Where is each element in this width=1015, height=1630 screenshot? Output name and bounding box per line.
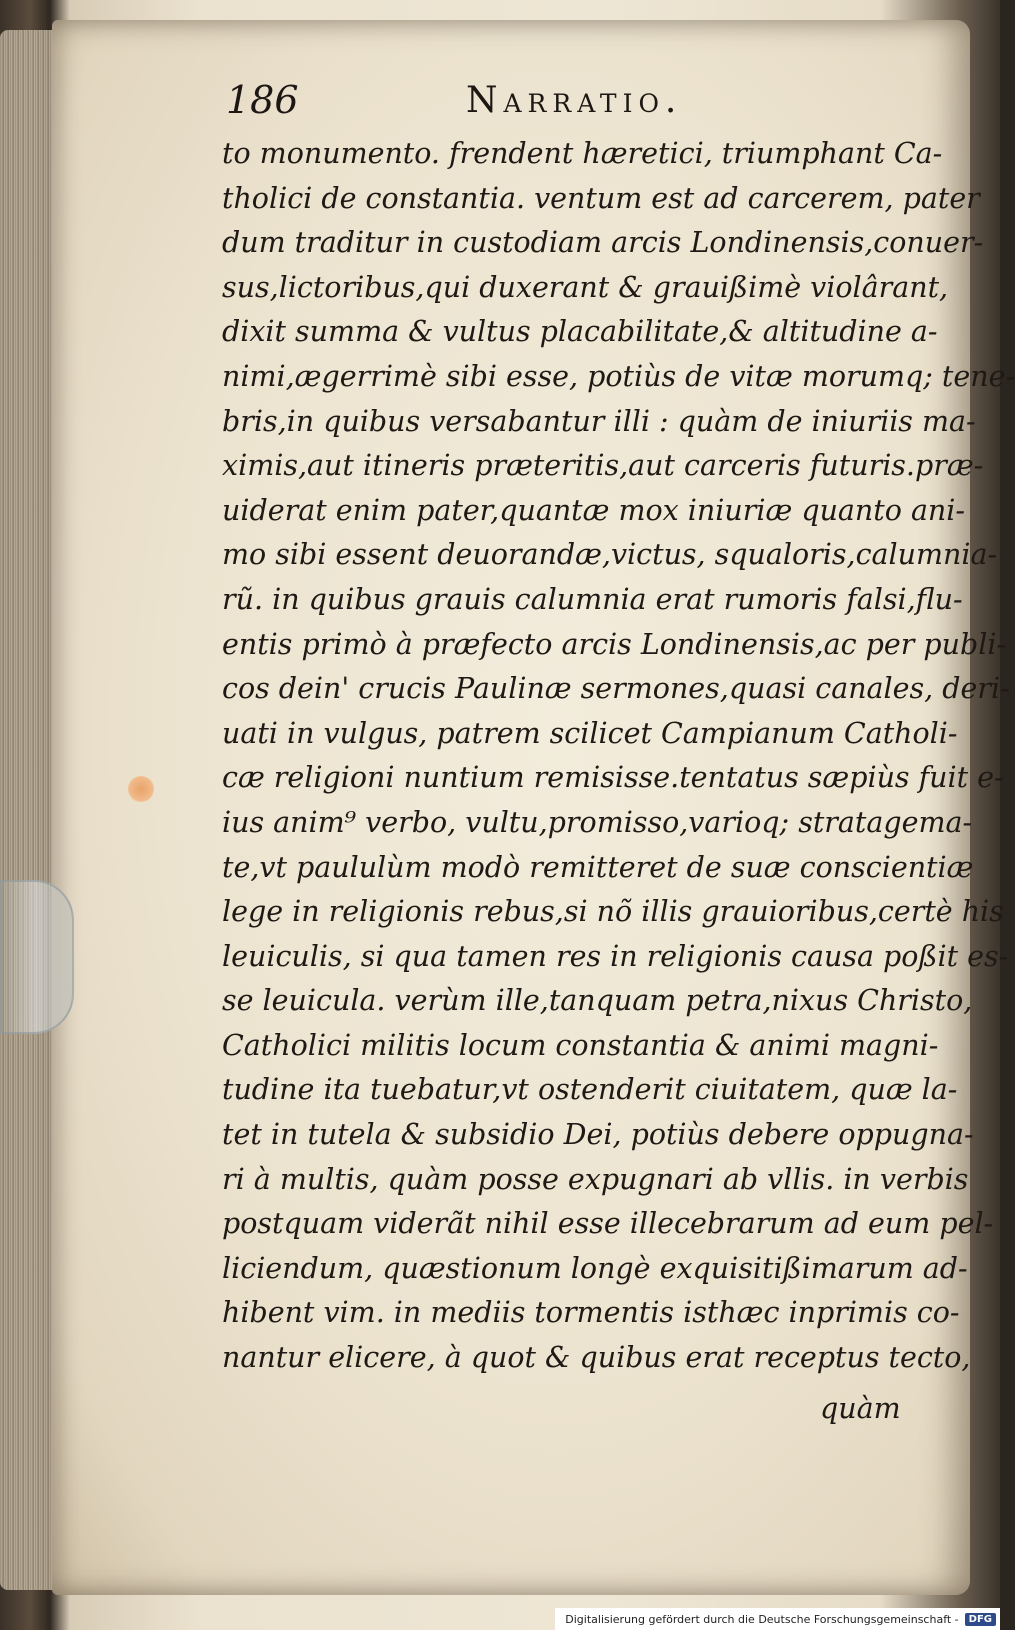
text-line: cos dein' crucis Paulinæ sermones,quasi canales, deri- [222, 672, 1010, 706]
text-line: nimi,ægerrimè sibi esse, potiùs de vitæ morumq; tene- [222, 359, 1015, 393]
text-line: cæ religioni nuntium remisisse.tentatus sæpiùs fuit e- [222, 761, 1004, 795]
text-line: leuiculis, si qua tamen res in religionis causa poßit es- [222, 939, 1009, 973]
text-line: tudine ita tuebatur,vt ostenderit ciuitatem, quæ la- [222, 1073, 958, 1107]
running-head: Narratio. [466, 80, 683, 121]
page-number: 186 [226, 78, 299, 122]
page-header [226, 78, 746, 128]
text-line: rũ. in quibus grauis calumnia erat rumoris falsi,flu- [222, 582, 963, 616]
text-line: tholici de constantia. ventum est ad carcerem, pater [222, 181, 980, 215]
credit-text: Digitalisierung gefördert durch die Deutsche Forschungsgemeinschaft - [565, 1612, 959, 1626]
text-line: uati in vulgus, patrem scilicet Campianum Catholi- [222, 716, 958, 750]
text-line: sus,lictoribus,qui duxerant & grauißimè violârant, [222, 270, 949, 304]
text-line: lege in religionis rebus,si nõ illis grauioribus,certè his [222, 895, 1004, 929]
text-line: tet in tutela & subsidio Dei, potiùs debere oppugna- [222, 1118, 974, 1152]
text-line: to monumento. frendent hæretici, triumphant Ca- [222, 137, 943, 170]
text-line: mo sibi essent deuorandæ,victus, squaloris,calumnia- [222, 538, 998, 572]
body-text [222, 132, 1015, 1381]
text-line: se leuicula. verùm ille,tanquam petra,nixus Christo, [222, 984, 973, 1018]
text-line: liciendum, quæstionum longè exquisitißimarum ad- [222, 1251, 968, 1285]
text-line: te,vt paululùm modò remitteret de suæ conscientiæ [222, 850, 974, 884]
text-line: uiderat enim pater,quantæ mox iniuriæ quanto ani- [222, 493, 966, 527]
text-line: Catholici militis locum constantia & animi magni- [222, 1028, 939, 1062]
text-line: ximis,aut itineris præteritis,aut carceris futuris.præ- [222, 449, 984, 483]
text-line: ri à multis, quàm posse expugnari ab vllis. in verbis [222, 1162, 969, 1196]
text-line: dixit summa & vultus placabilitate,& altitudine a- [222, 315, 938, 349]
digitization-credit-bar [555, 1608, 1000, 1630]
text-line: bris,in quibus versabantur illi : quàm de iniuriis ma- [222, 404, 976, 438]
text-line: nantur elicere, à quot & quibus erat receptus tecto, [222, 1341, 971, 1375]
text-line: postquam viderãt nihil esse illecebrarum ad eum pel- [222, 1207, 994, 1241]
text-line: entis primò à præfecto arcis Londinensis,ac per publi- [222, 627, 1007, 661]
catchword: quàm [820, 1392, 901, 1425]
text-line: ius anim⁹ verbo, vultu,promisso,varioq; stratagema- [222, 805, 973, 839]
page-clip [0, 880, 74, 1034]
text-line: dum traditur in custodiam arcis Londinensis,conuer- [222, 226, 984, 260]
dfg-logo-icon: DFG [965, 1613, 996, 1626]
paper-stain [128, 776, 154, 802]
text-line: hibent vim. in mediis tormentis isthæc inprimis co- [222, 1296, 960, 1330]
